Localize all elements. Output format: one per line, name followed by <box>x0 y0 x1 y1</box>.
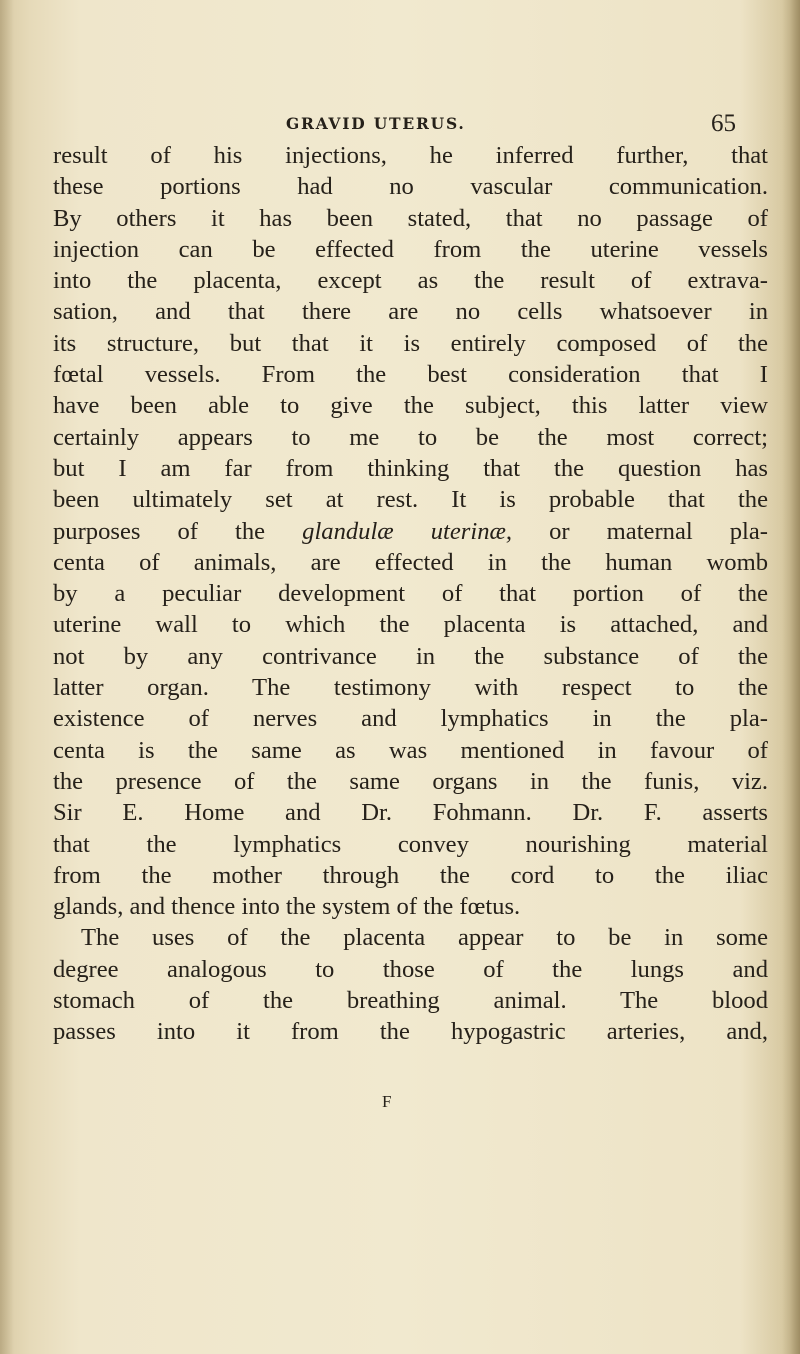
left-edge-shadow <box>0 0 14 1354</box>
text-line: latter organ. The testimony with respect to the <box>53 674 768 702</box>
text-line: from the mother through the cord to the iliac <box>53 861 768 889</box>
body-text <box>53 140 768 1048</box>
text-line: into the placenta, except as the result of extrava- <box>53 267 768 295</box>
text-fragment: purposes of the <box>53 517 303 545</box>
text-line: existence of nerves and lymphatics in the pla- <box>53 705 768 733</box>
signature-mark: F <box>382 1092 392 1111</box>
running-title: GRAVID UTERUS. <box>286 114 466 133</box>
text-line: not by any contrivance in the substance of the <box>53 642 768 670</box>
text-line: certainly appears to me to be the most correct; <box>53 423 768 451</box>
text-line: Sir E. Home and Dr. Fohmann. Dr. F. asserts <box>53 799 768 827</box>
italic-term: glandulæ uterinæ, <box>302 517 513 545</box>
right-edge-shadow <box>782 0 800 1354</box>
text-line: centa of animals, are effected in the human womb <box>53 548 768 576</box>
text-line: been ultimately set at rest. It is probable that the <box>53 486 768 514</box>
text-line: but I am far from thinking that the question has <box>53 454 768 482</box>
text-line: centa is the same as was mentioned in favour of <box>53 736 768 764</box>
text-line: that the lymphatics convey nourishing material <box>53 830 768 858</box>
text-line: fœtal vessels. From the best consideration that I <box>53 361 768 389</box>
text-line: passes into it from the hypogastric arteries, and, <box>53 1018 768 1046</box>
text-line: By others it has been stated, that no passage of <box>53 204 768 232</box>
text-line: glands, and thence into the system of the fœtus. <box>53 893 521 921</box>
running-head <box>286 110 756 140</box>
text-line: stomach of the breathing animal. The blood <box>53 987 768 1015</box>
text-line: injection can be effected from the uterine vessels <box>53 235 768 263</box>
page-number: 65 <box>711 110 736 137</box>
text-fragment: or maternal pla- <box>512 517 768 545</box>
text-line: by a peculiar development of that portion of the <box>53 580 768 608</box>
text-line: result of his injections, he inferred further, that <box>53 142 768 169</box>
text-line: degree analogous to those of the lungs and <box>53 955 768 983</box>
text-line: its structure, but that it is entirely composed of the <box>53 329 768 357</box>
text-line: sation, and that there are no cells whatsoever in <box>53 298 768 326</box>
text-line: these portions had no vascular communication. <box>53 173 768 201</box>
text-line: uterine wall to which the placenta is attached, and <box>53 611 768 639</box>
paragraph-start-line: The uses of the placenta appear to be in some <box>81 924 768 952</box>
text-line-with-italic <box>53 516 768 547</box>
text-line: the presence of the same organs in the funis, viz. <box>53 767 768 795</box>
text-line: have been able to give the subject, this latter view <box>53 392 768 420</box>
